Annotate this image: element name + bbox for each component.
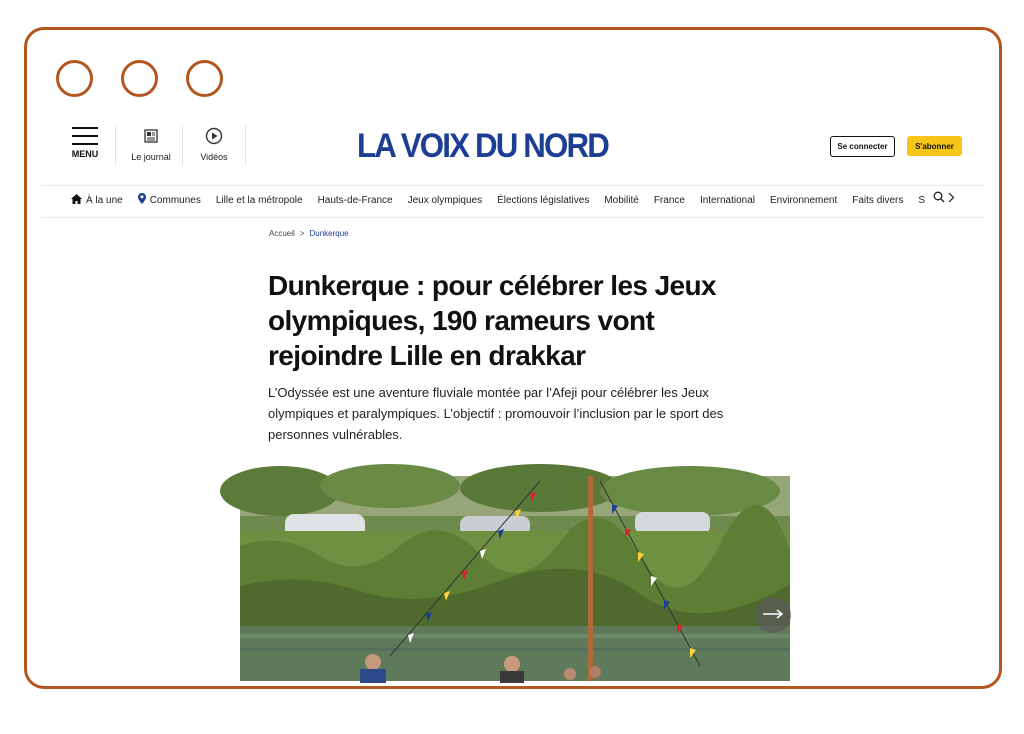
window-dot-3[interactable]	[186, 60, 223, 97]
breadcrumb-home[interactable]: Accueil	[269, 229, 295, 238]
videos-button[interactable]	[187, 125, 241, 162]
window-controls	[56, 60, 223, 97]
nav-divider-top	[41, 185, 985, 186]
slideshow-next-button[interactable]	[755, 597, 791, 633]
arrow-right-icon	[762, 606, 784, 624]
header-tools	[65, 125, 250, 165]
nav-item-faits-divers[interactable]: Faits divers	[852, 194, 904, 206]
nav-item-jeux-olympiques[interactable]: Jeux olympiques	[407, 194, 483, 206]
article-lead: L’Odyssée est une aventure fluviale montée par l’Afeji pour célébrer les Jeux olympiques et paralympiques. L’objectif : promouvoir l’inclusion par le sport des personnes vulnérables.	[268, 385, 724, 442]
hamburger-icon	[72, 127, 98, 151]
home-icon	[71, 194, 82, 207]
browser-frame	[24, 27, 1002, 689]
nav-item-a-la-une[interactable]	[71, 194, 123, 207]
breadcrumb-current[interactable]: Dunkerque	[309, 229, 349, 238]
login-button[interactable]: Se connecter	[830, 136, 895, 157]
site-logo[interactable]: LA VOIX DU NORD	[357, 127, 609, 165]
chevron-right-icon[interactable]	[947, 190, 955, 208]
nav-item-france[interactable]: France	[653, 194, 685, 206]
map-pin-icon	[138, 193, 146, 207]
header-divider	[115, 125, 116, 165]
breadcrumb-separator: >	[299, 229, 305, 238]
header-divider	[245, 125, 246, 165]
newspaper-icon	[143, 125, 159, 147]
menu-button[interactable]	[65, 125, 105, 159]
main-nav	[71, 193, 926, 207]
nav-item-label: À la une	[86, 194, 123, 206]
search-icon[interactable]	[933, 190, 945, 208]
article-title: Dunkerque : pour célébrer les Jeux olympiques, 190 rameurs vont rejoindre Lille en drakkar	[268, 270, 716, 371]
nav-item-communes[interactable]	[138, 193, 201, 207]
nav-item-hauts-de-france[interactable]: Hauts-de-France	[317, 194, 393, 206]
nav-search[interactable]	[933, 190, 955, 208]
subscribe-button[interactable]: S'abonner	[907, 136, 962, 156]
nav-item-elections[interactable]: Élections législatives	[497, 194, 590, 206]
menu-label: MENU	[71, 149, 99, 159]
nav-item-mobilite[interactable]: Mobilité	[604, 194, 639, 206]
window-dot-2[interactable]	[121, 60, 158, 97]
breadcrumb	[269, 229, 349, 238]
window-dot-1[interactable]	[56, 60, 93, 97]
nav-item-international[interactable]: International	[699, 194, 755, 206]
nav-item-truncated[interactable]: S	[918, 194, 926, 206]
article-photo	[240, 476, 790, 681]
play-circle-icon	[205, 125, 223, 147]
journal-label: Le journal	[131, 152, 171, 162]
nav-item-label: Communes	[149, 194, 201, 206]
journal-button[interactable]	[124, 125, 178, 162]
nav-item-environnement[interactable]: Environnement	[769, 194, 838, 206]
nav-item-lille[interactable]: Lille et la métropole	[215, 194, 303, 206]
videos-label: Vidéos	[200, 152, 228, 162]
nav-divider-bottom	[41, 217, 985, 218]
header-divider	[182, 125, 183, 165]
